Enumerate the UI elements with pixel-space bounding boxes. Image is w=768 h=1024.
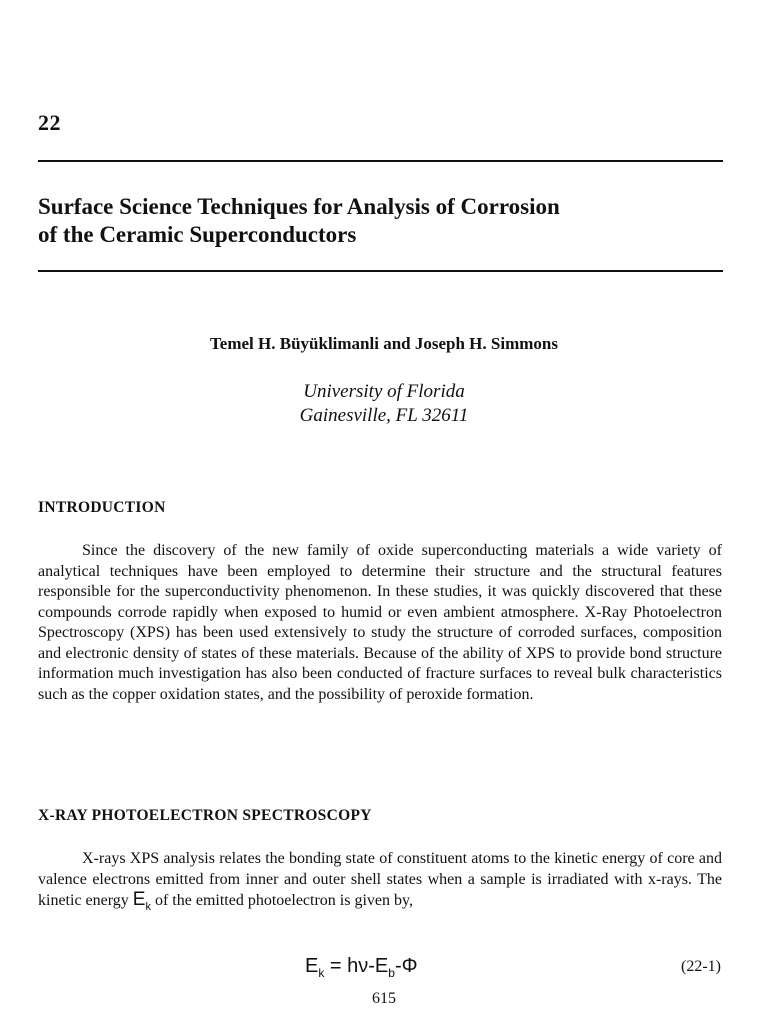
chapter-title-line-2: of the Ceramic Superconductors	[38, 222, 357, 247]
xps-paragraph-text-1: X-rays XPS analysis relates the bonding state of constituent atoms to the kinetic energy of core and valence electrons emitted from inner and outer shell states when a sample is irradiated with x-rays. The kinetic energy	[38, 850, 722, 909]
affiliation-location: Gainesville, FL 32611	[299, 405, 469, 426]
equation-middle: = hν-E	[324, 955, 389, 977]
equation-lhs: E	[305, 955, 319, 977]
xps-paragraph-text-2: of the emitted photoelectron is given by,	[154, 892, 413, 909]
page-number: 615	[372, 990, 396, 1007]
equation-22-1	[305, 955, 418, 980]
affiliation-institution: University of Florida	[303, 381, 465, 402]
equation-middle-subscript: b	[388, 966, 395, 980]
chapter-title	[38, 193, 738, 249]
author-list: Temel H. Büyüklimanli and Joseph H. Simmons	[210, 334, 558, 353]
affiliation	[0, 380, 768, 428]
equation-number: (22-1)	[681, 958, 721, 975]
equation-rhs: -Φ	[394, 955, 418, 977]
kinetic-energy-symbol: $E_k$	[132, 889, 151, 913]
chapter-number: 22	[38, 110, 61, 135]
section-heading-xps: X-RAY PHOTOELECTRON SPECTROSCOPY	[38, 807, 372, 824]
xps-paragraph	[38, 849, 722, 917]
section-heading-introduction: INTRODUCTION	[38, 499, 166, 516]
introduction-paragraph: Since the discovery of the new family of oxide superconducting materials a wide variety of analytical techniques have been employed to determine their structure and the structural features responsible for the superconductivity phenomenon. In these studies, it was quickly discovered that these compounds corrode rapidly when exposed to humid or even ambient atmosphere. X-Ray Photoelectron Spectroscopy (XPS) has been used extensively to study the structure of corroded surfaces, composition and electronic density of states of these materials. Because of the ability of XPS to provide bond structure information much investigation has also been conducted of fracture surfaces to reveal bulk characteristics such as the copper oxidation states, and the possibility of peroxide formation.	[38, 542, 722, 703]
top-rule	[38, 160, 723, 162]
equation-lhs-subscript: k	[318, 966, 325, 980]
chapter-title-line-1: Surface Science Techniques for Analysis of Corrosion	[38, 194, 560, 219]
bottom-rule	[38, 270, 723, 272]
